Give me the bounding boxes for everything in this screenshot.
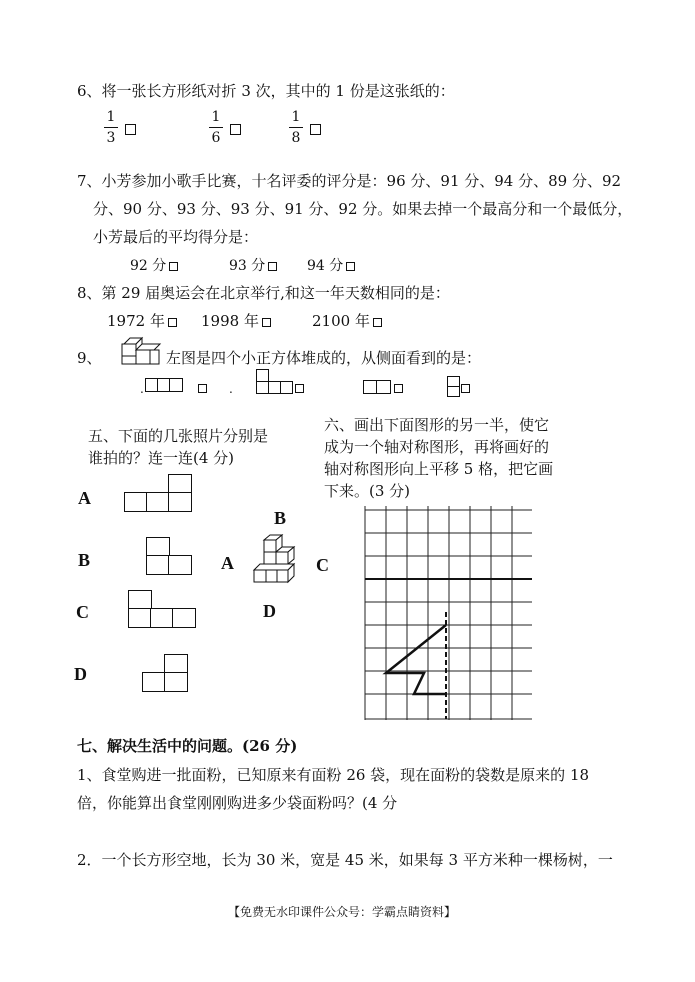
numerator: 1 (211, 109, 221, 125)
q9-option-1-checkbox[interactable] (198, 384, 207, 393)
sec6-line2: 成为一个轴对称图形，再将画好的 (324, 438, 550, 456)
sec6-line1: 六、画出下面图形的另一半，使它 (324, 416, 550, 434)
sec7-title: 七、解决生活中的问题。(26 分) (77, 737, 298, 755)
q6-option-3-fraction (289, 109, 303, 146)
sec5-label-d: D (74, 664, 87, 684)
q9-cube-stack-figure (118, 336, 164, 366)
denominator: 8 (291, 130, 301, 146)
q8-option-2[interactable]: 1998 年 (201, 310, 271, 331)
q9-option-2-checkbox[interactable] (295, 384, 304, 393)
dot: . (229, 382, 233, 396)
q9-option-3-checkbox[interactable] (394, 384, 403, 393)
footer-note: 【免费无水印课件公众号：学霸点睛资料】 (228, 905, 457, 919)
q7-option-1[interactable]: 92 分 (130, 255, 178, 275)
q6-option-3-checkbox[interactable] (310, 124, 321, 135)
sec6-line3: 轴对称图形向上平移 5 格，把它画 (324, 460, 554, 478)
checkbox[interactable] (168, 318, 177, 327)
q6-option-1-checkbox[interactable] (125, 124, 136, 135)
sec5-label-c: C (76, 602, 89, 622)
q8-option-1[interactable]: 1972 年 (107, 310, 177, 331)
q6-option-2-checkbox[interactable] (230, 124, 241, 135)
sec5-line2: 谁拍的？连一连(4 分) (88, 449, 235, 467)
q9-number: 9、 (77, 349, 102, 367)
checkbox[interactable] (262, 318, 271, 327)
sec7-problem1-line2: 倍，你能算出食堂刚刚购进多少袋面粉吗？(4 分 (77, 794, 398, 812)
numerator: 1 (291, 109, 301, 125)
direction-label-b: B (274, 508, 287, 528)
q7-option-3[interactable]: 94 分 (307, 255, 355, 275)
cube-stack-figure (250, 534, 300, 586)
sec6-line4: 下来。(3 分) (324, 482, 411, 500)
drawing-grid[interactable] (364, 506, 534, 722)
checkbox[interactable] (169, 262, 178, 271)
q7-option-2[interactable]: 93 分 (229, 255, 277, 275)
denominator: 3 (106, 130, 116, 146)
numerator: 1 (106, 109, 116, 125)
sec7-problem2: 2．一个长方形空地，长为 30 米，宽是 45 米，如果每 3 平方米种一棵杨树，一 (77, 851, 613, 869)
q6-option-1-fraction (104, 109, 118, 146)
q7-line2: 分、90 分、93 分、93 分、91 分、92 分。如果去掉一个最高分和一个最低分， (93, 200, 633, 218)
q6-text: 6、将一张长方形纸对折 3 次，其中的 1 份是这张纸的： (77, 82, 455, 100)
checkbox[interactable] (346, 262, 355, 271)
q8-text: 8、第 29 届奥运会在北京举行,和这一年天数相同的是： (77, 284, 450, 302)
direction-label-c: C (316, 555, 329, 575)
sec7-problem1-line1: 1、食堂购进一批面粉，已知原来有面粉 26 袋，现在面粉的袋数是原来的 18 (77, 766, 590, 784)
direction-label-d: D (263, 601, 276, 621)
checkbox[interactable] (373, 318, 382, 327)
denominator: 6 (211, 130, 221, 146)
sec5-label-a: A (78, 488, 91, 508)
sec5-label-b: B (78, 550, 91, 570)
direction-label-a: A (221, 553, 234, 573)
q9-text: 左图是四个小正方体堆成的，从侧面看到的是： (166, 349, 482, 367)
q7-line1: 7、小芳参加小歌手比赛，十名评委的评分是：96 分、91 分、94 分、89 分、92 (77, 172, 622, 190)
checkbox[interactable] (268, 262, 277, 271)
sec5-line1: 五、下面的几张照片分别是 (88, 427, 269, 445)
q6-option-2-fraction (209, 109, 223, 146)
q9-option-4-checkbox[interactable] (461, 384, 470, 393)
q8-option-3[interactable]: 2100 年 (312, 310, 382, 331)
q7-line3: 小芳最后的平均得分是： (93, 228, 259, 246)
